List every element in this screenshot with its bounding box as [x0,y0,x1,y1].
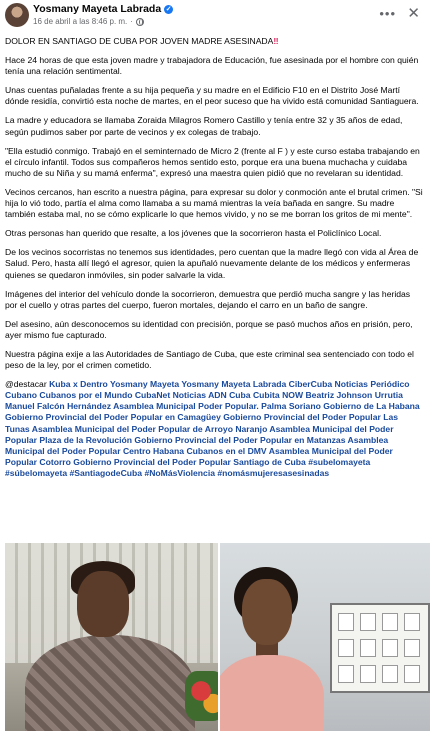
photo-woman-classroom[interactable] [220,543,430,731]
more-options-icon[interactable]: ••• [379,6,396,21]
paragraph: Imágenes del interior del vehículo donde la socorrieron, demuestra que perdió mucha sangre y las heridas por el cuello y otras partes del cuerpo, fueron mortales, dejando el carro en un baño de sangre. [5,288,411,310]
paragraph: Del asesino, aún desconocemos su identidad con precisión, porque se pasó muchos años en prisión, pero, ayer mismo fue capturado. [5,318,413,340]
flowers [185,671,218,721]
tags-paragraph [5,379,423,479]
globe-icon [136,18,144,26]
author-avatar[interactable] [5,3,29,27]
post-header [0,0,430,32]
board-card [360,613,376,631]
post-title [5,36,423,47]
paragraph: Hace 24 horas de que esta joven madre y trabajadora de Educación, fue asesinada por el hombre con quién tenía una relación sentimental. [5,55,419,77]
board-card [338,665,354,683]
paragraph: Unas cuentas puñaladas frente a su hija pequeña y su madre en el Edificio F10 en el Distrito José Martí dónde residía, convirtió esta noche de martes, en el peor suceso que ha vivido está comunidad Santiaguera. [5,85,419,107]
post-title-text: DOLOR EN SANTIAGO DE CUBA POR JOVEN MADRE ASESINADA [5,36,274,46]
board-card [382,639,398,657]
paragraph: Vecinos cercanos, han escrito a nuestra página, para expresar su dolor y conmoción ante el brutal crimen. "Si hija lo vió todo, partía el alma como llamaba a su mamá mientras la veía bañada en sangre. Su madre también estaba mal, no se cómo explicarle lo que hemos vivido, y no se me borran los gritos de mi mente". [5,186,423,220]
post-body [5,36,423,487]
paragraph: "Ella estudió conmigo. Trabajó en el seminternado de Micro 2 (frente al F ) y este curso estaba trabajando en el círculo infantil. Todos sus compañeros hemos sentido esto, porque era una buena muchacha y cuidaba mucho de su Niña y su mamá enferma", expresó una maestra quien pidió que no revelaran su identidad. [5,145,420,178]
photo-grid [5,543,430,731]
double-exclamation-icon: ‼ [273,36,279,46]
photo-woman-with-bars[interactable] [5,543,218,731]
mention-prefix: @destacar [5,379,50,390]
close-icon[interactable]: ✕ [407,5,420,22]
board-card [360,665,376,683]
board-card [338,639,354,657]
author-name[interactable]: Yosmany Mayeta Labrada [33,3,162,15]
post-meta [33,17,144,26]
paragraph: Nuestra página exije a las Autoridades de Santiago de Cuba, que este criminal sea sentenciado con todo el peso de la ley, por el crimen cometido. [5,348,414,371]
person-face [77,571,129,637]
board-card [404,665,420,683]
post-timestamp[interactable]: 16 de abril a las 8:46 p. m. [33,17,128,26]
board-card [404,639,420,657]
board-card [382,613,398,631]
meta-separator: · [130,17,133,26]
person-body [220,655,324,731]
board-card [382,665,398,683]
paragraph: Otras personas han querido que resalte, a los jóvenes que la socorrieron hasta el Policlínico Local. [5,228,382,239]
board-card [338,613,354,631]
tag-links[interactable]: Kuba x Dentro Yosmany Mayeta Yosmany Mayeta Labrada CiberCuba Noticias Periódico Cubano Cubanos por el Mundo CubaNet Noticias ADN Cuba Cubita NOW Beatriz Johnson Urrutia Manuel Falcón Hernández Asamblea Municipal Poder Popular. Palma Soriano Gobierno de La Habana Gobierno Provincial del Poder Popular en Camagüey Gobierno Provincial del Poder Popular Las Tunas Asamblea Municipal del Poder Popular de Arroyo Naranjo Asamblea Municipal del Poder Popular Plaza de la Revolución Gobierno Provincial del Poder Popular en Matanzas Asamblea Municipal del Poder Popular Centro Habana Cubanos en el DMV Asamblea Municipal del Poder Popular Cotorro Gobierno Provincial del Poder Popular Santiago de Cuba #subelomayeta #súbelomayeta #SantiagodeCuba #NoMásViolencia #nomásmujeresasesinadas [5,379,420,478]
paragraph: De los vecinos socorristas no tenemos sus identidades, pero cuentan que la madre llegó con vida al Área de Salud. Pero, hasta allí llegó el agresor, quien la apuñaló nuevamente delante de los médicos y enfermeras quienes se quedaron inmóviles, sin poder salvarle la vida. [5,247,419,280]
person-face [242,579,292,645]
board-card [360,639,376,657]
board-card [404,613,420,631]
classroom-board [330,603,430,693]
verified-icon: ✓ [165,5,172,13]
author-name-row [33,3,173,15]
paragraph: La madre y educadora se llamaba Zoraida Milagros Romero Castillo y tenía entre 32 y 35 años de edad, según pudimos saber por parte de vecinos y ex colegas de trabajo. [5,115,403,137]
person-body [25,635,195,731]
